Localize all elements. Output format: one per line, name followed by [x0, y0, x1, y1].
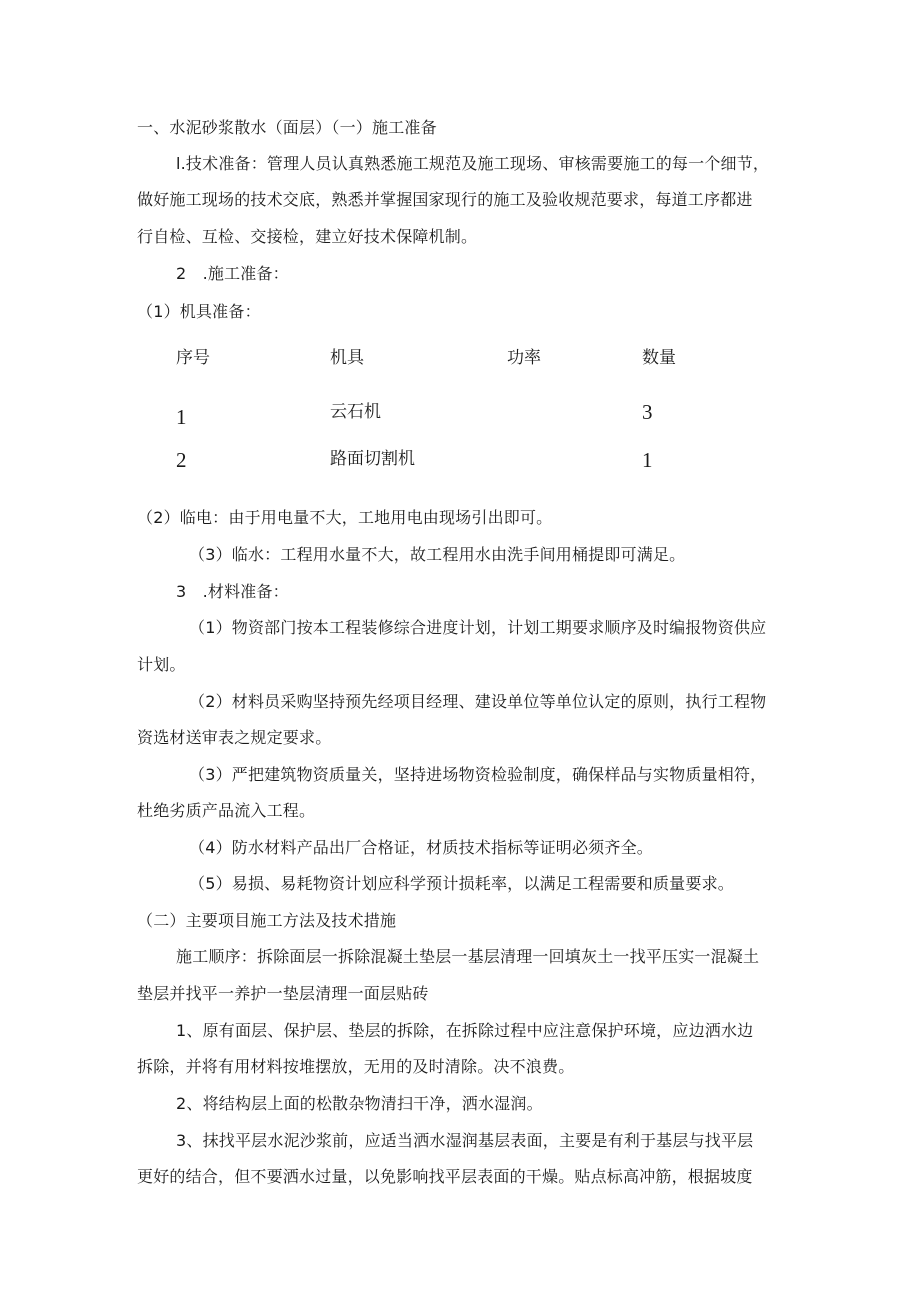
section-heading: 一、水泥砂浆散水（面层）（一）施工准备: [137, 118, 437, 137]
tech-prep-line-2: 做好施工现场的技术交底，熟悉并掌握国家现行的施工及验收规范要求，每道工序都进: [137, 190, 753, 209]
table-header-machine: 机具: [330, 348, 364, 368]
section-2-heading: （二）主要项目施工方法及技术措施: [137, 911, 397, 930]
machine-prep-heading: （1）机具准备：: [137, 302, 261, 321]
material-5: （5）易损、易耗物资计划应科学预计损耗率，以满足工程需要和质量要求。: [189, 874, 734, 893]
temp-water: （3）临水：工程用水量不大，故工程用水由洗手间用桶提即可满足。: [189, 545, 686, 564]
material-1-line-1: （1）物资部门按本工程装修综合进度计划，计划工期要求顺序及时编报物资供应: [189, 618, 767, 637]
table-row-2-machine: 路面切割机: [330, 449, 415, 469]
table-row-1-machine: 云石机: [330, 402, 381, 422]
table-header-qty: 数量: [642, 348, 676, 368]
step-1-line-1: 1、原有面层、保护层、垫层的拆除，在拆除过程中应注意保护环境，应边洒水边: [176, 1021, 754, 1040]
step-1-line-2: 拆除，并将有用材料按堆摆放，无用的及时清除。决不浪费。: [137, 1057, 575, 1076]
material-3-line-1: （3）严把建筑物资质量关，坚持进场物资检验制度，确保样品与实物质量相符，: [189, 765, 767, 784]
table-row-2-no: 2: [176, 448, 187, 472]
material-1-line-2: 计划。: [137, 655, 186, 674]
table-row-2-qty: 1: [642, 448, 653, 472]
material-4: （4）防水材料产品出厂合格证，材质技术指标等证明必须齐全。: [189, 838, 653, 857]
step-3-line-1: 3、抹找平层水泥沙浆前，应适当洒水湿润基层表面，主要是有利于基层与找平层: [176, 1131, 754, 1150]
step-3-line-2: 更好的结合，但不要洒水过量，以免影响找平层表面的干燥。贴点标高冲筋，根据坡度: [137, 1167, 753, 1186]
step-2: 2、将结构层上面的松散杂物清扫干净，洒水湿润。: [176, 1094, 543, 1113]
tech-prep-line-1: l.技术准备：管理人员认真熟悉施工规范及施工现场、审核需要施工的每一个细节，: [176, 154, 770, 173]
sequence-line-1: 施工顺序：拆除面层一拆除混凝土垫层一基层清理一回填灰土一找平压实一混凝土: [176, 947, 760, 966]
table-header-power: 功率: [507, 348, 541, 368]
material-prep-heading: 3 .材料准备：: [176, 582, 289, 601]
table-header-no: 序号: [176, 348, 210, 368]
material-2-line-1: （2）材料员采购坚持预先经项目经理、建设单位等单位认定的原则，执行工程物: [189, 692, 767, 711]
material-3-line-2: 杜绝劣质产品流入工程。: [137, 801, 316, 820]
sequence-line-2: 垫层并找平一养护一垫层清理一面层贴砖: [137, 984, 429, 1003]
table-row-1-qty: 3: [642, 400, 653, 424]
construction-prep-heading: 2 .施工准备：: [176, 264, 289, 283]
tech-prep-line-3: 行自检、互检、交接检，建立好技术保障机制。: [137, 227, 478, 246]
temp-power: （2）临电：由于用电量不大，工地用电由现场引出即可。: [137, 508, 553, 527]
table-row-1-no: 1: [176, 405, 187, 429]
material-2-line-2: 资选材送审表之规定要求。: [137, 728, 332, 747]
